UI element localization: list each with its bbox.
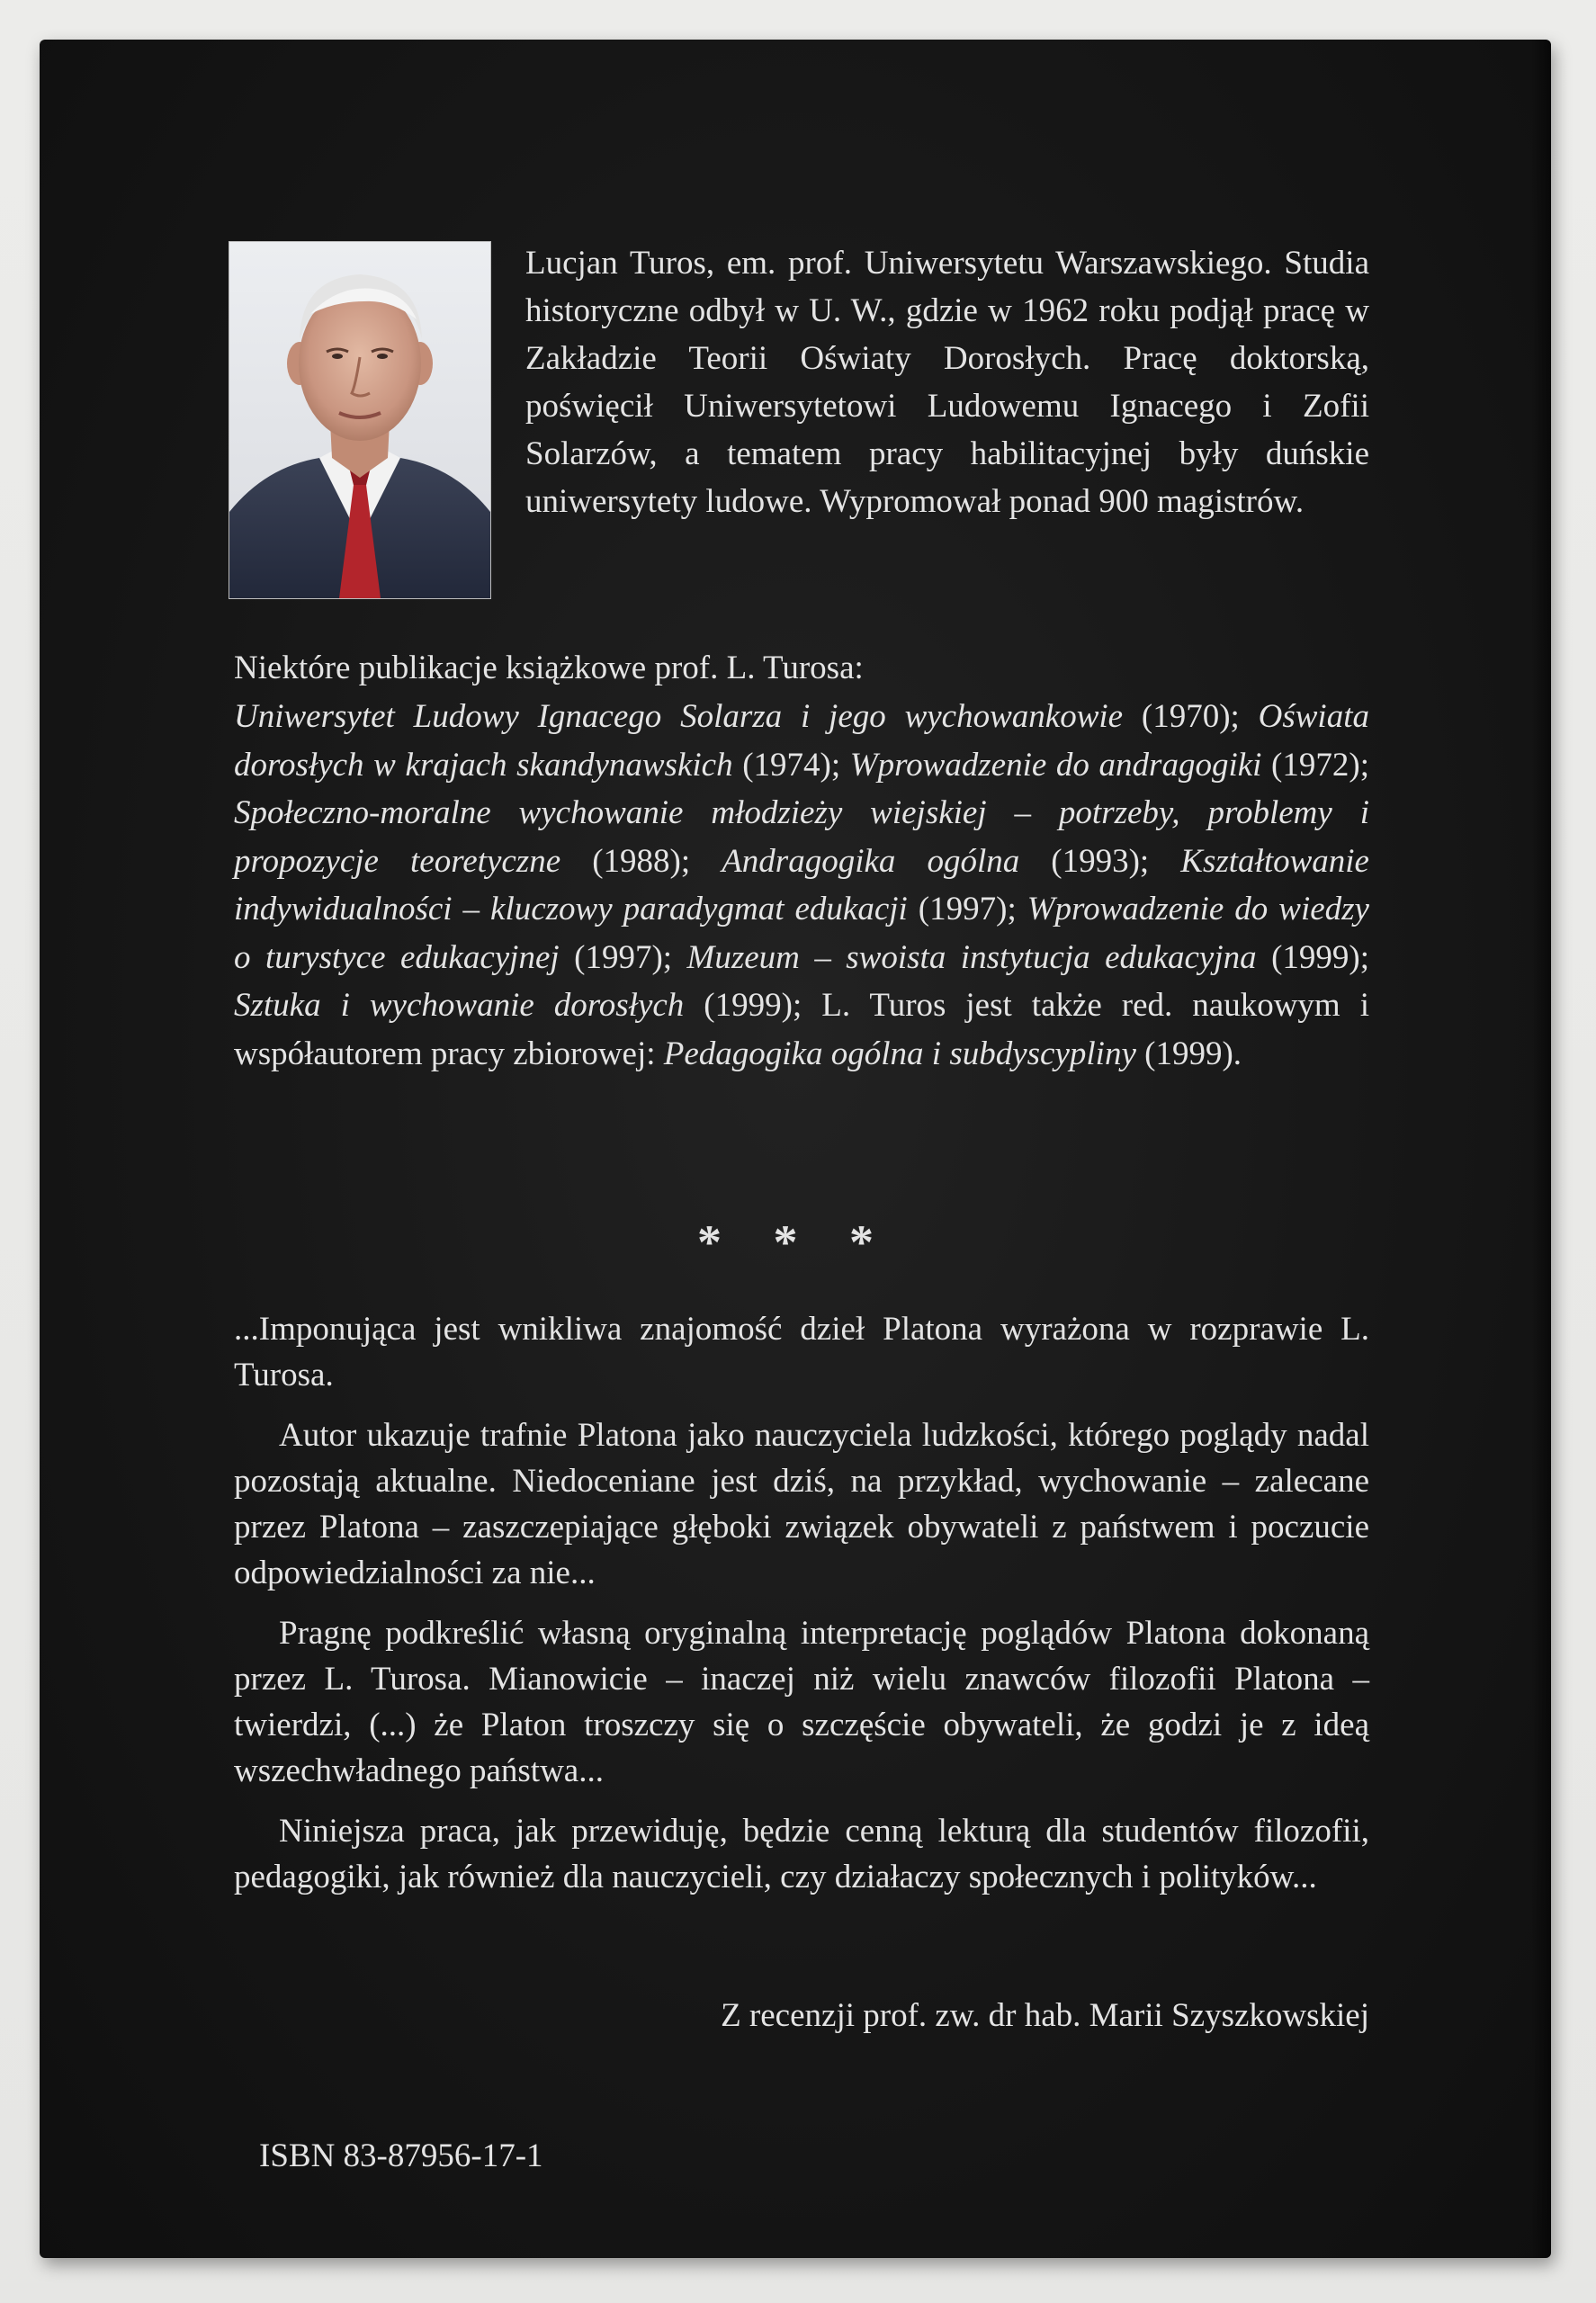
publication-title: Wprowadzenie do wiedzy o turystyce edukacyjnej — [234, 891, 1369, 976]
publication-year: (1997); — [559, 938, 687, 976]
cover-edge-shadow — [1531, 40, 1551, 2258]
isbn-number: ISBN 83-87956-17-1 — [259, 2137, 543, 2174]
publication-year: (1970); — [1123, 698, 1259, 735]
publications-closing-title: Pedagogika ogólna i subdyscypliny — [663, 1035, 1136, 1072]
author-photo — [229, 241, 491, 599]
publication-year: (1999); — [1256, 938, 1369, 976]
review-paragraph: Pragnę podkreślić własną oryginalną interpretację poglądów Platona dokonaną przez L. Turosa. Mianowicie – inaczej niż wielu znawców filozofii Platona – twierdzi, (...) że Platon troszczy się o szczęście obywateli, że godzi je z ideą wszechwładnego państwa... — [234, 1615, 1369, 1789]
publication-item — [687, 939, 1369, 976]
publication-item — [722, 843, 1180, 880]
publication-title: Społeczno-moralne wychowanie młodzieży wiejskiej – potrzeby, problemy i propozycje teoretyczne — [234, 794, 1369, 880]
author-portrait-image — [229, 242, 490, 598]
publication-title: Andragogika ogólna — [722, 842, 1020, 880]
publications-list — [234, 693, 1369, 1078]
publication-title: Wprowadzenie do andragogiki — [849, 746, 1262, 784]
publication-year: (1999); — [684, 987, 822, 1024]
publication-item — [234, 698, 1259, 735]
publication-title: Uniwersytet Ludowy Ignacego Solarza i jego wychowankowie — [234, 698, 1124, 735]
publication-title: Sztuka i wychowanie dorosłych — [234, 987, 685, 1024]
review-paragraph: Autor ukazuje trafnie Platona jako nauczyciela ludzkości, którego poglądy nadal pozostają aktualne. Niedoceniane jest dziś, na przykład, wychowanie – zalecane przez Platona – zaszczepiające głęboki związek obywateli z państwem i poczucie odpowiedzialności za nie... — [234, 1417, 1369, 1591]
review-paragraph: ...Imponująca jest wnikliwa znajomość dzieł Platona wyrażona w rozprawie L. Turosa. — [234, 1311, 1369, 1393]
publications-heading: Niektóre publikacje książkowe prof. L. Turosa: — [234, 650, 864, 686]
review-excerpt — [234, 1306, 1369, 1914]
publication-year: (1972); — [1261, 746, 1369, 784]
publication-year: (1993); — [1019, 842, 1181, 880]
author-bio: Lucjan Turos, em. prof. Uniwersytetu Warszawskiego. Studia historyczne odbył w U. W., gdzie w 1962 roku podjął pracę w Zakładzie Teorii Oświaty Dorosłych. Pracę doktorską, poświęcił Uniwersytetowi Ludowemu Ignacego i Zofii Solarzów, a tematem pracy habilitacyjnej były duńskie uniwersytety ludowe. Wypromował ponad 900 magistrów. — [525, 245, 1369, 520]
publications-closing-year: (1999). — [1135, 1035, 1242, 1072]
publication-title: Oświata dorosłych w krajach skandynawskich — [234, 698, 1369, 784]
publication-item — [234, 987, 821, 1024]
publication-year: (1974); — [732, 746, 850, 784]
book-back-cover — [40, 40, 1551, 2258]
publications-closing-text: L. Turos jest także red. naukowym i współautorem pracy zbiorowej: — [234, 987, 1369, 1072]
section-separator: * * * — [697, 1215, 893, 1269]
review-paragraph: Niniejsza praca, jak przewiduję, będzie cenną lekturą dla studentów filozofii, pedagogiki, jak również dla nauczycieli, czy działaczy społecznych i polityków... — [234, 1813, 1369, 1895]
publication-title: Muzeum – swoista instytucja edukacyjna — [686, 938, 1257, 976]
publication-year: (1988); — [560, 842, 722, 880]
publication-year: (1997); — [907, 891, 1027, 927]
publication-title: Kształtowanie indywidualności – kluczowy paradygmat edukacji — [234, 842, 1369, 927]
review-signature: Z recenzji prof. zw. dr hab. Marii Szyszkowskiej — [721, 1997, 1369, 2034]
publication-item — [850, 747, 1369, 784]
